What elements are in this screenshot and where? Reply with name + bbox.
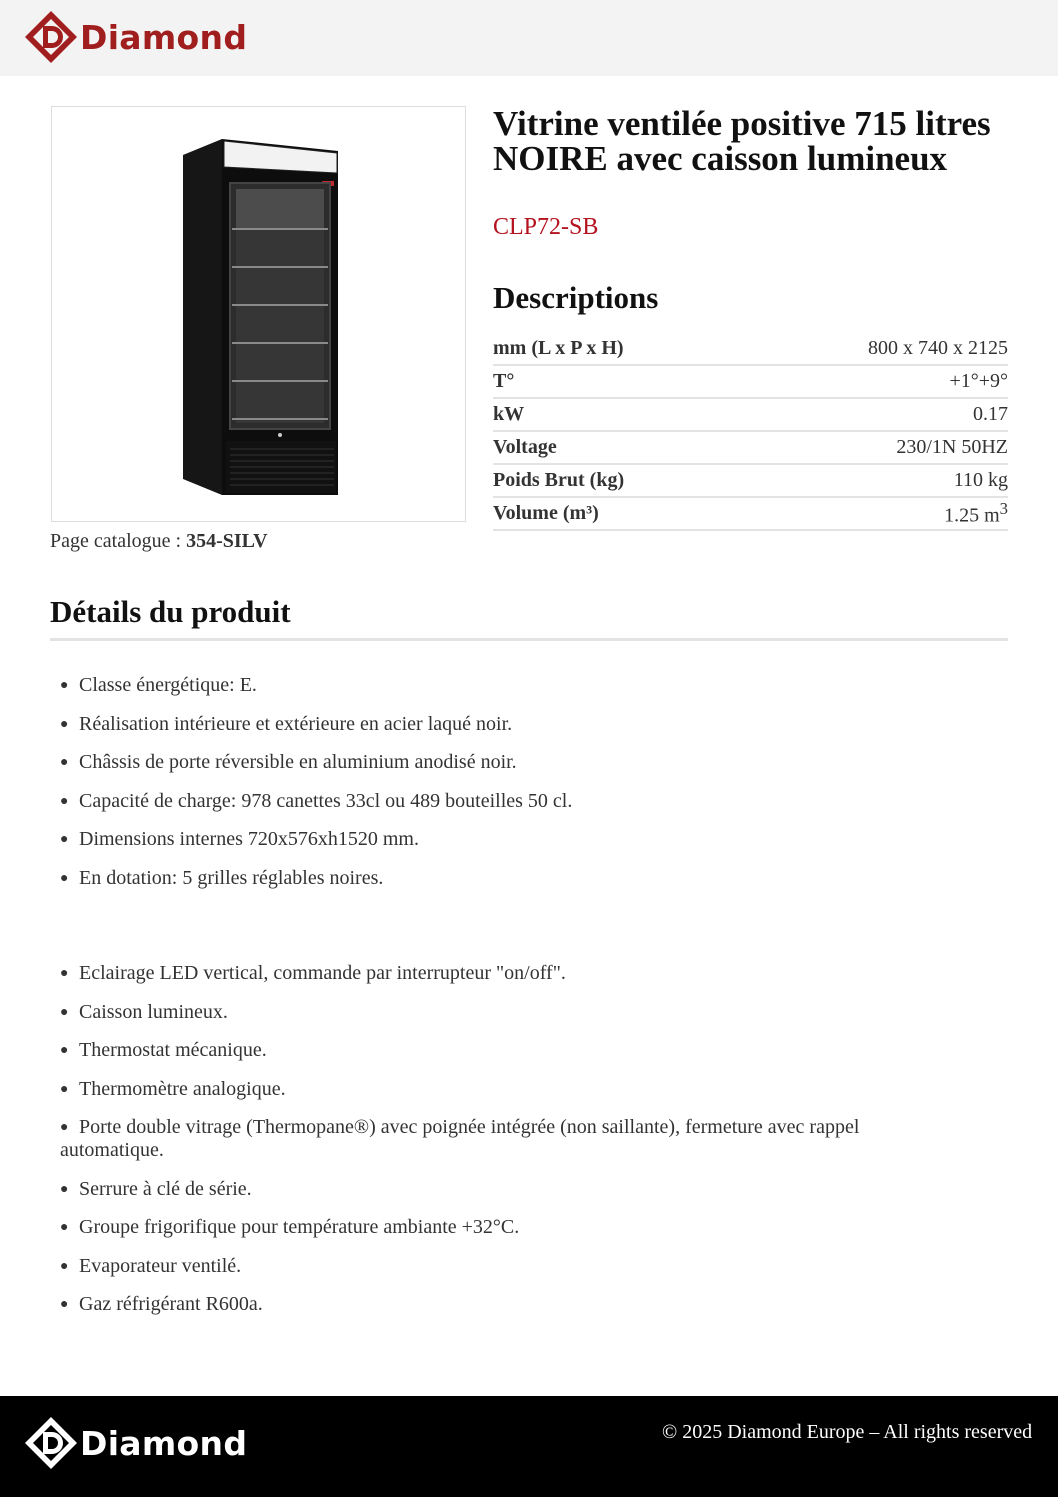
list-item-text: Evaporateur ventilé. xyxy=(79,1254,242,1277)
diamond-logo-icon xyxy=(24,10,78,64)
list-item-text: Classe énergétique: E. xyxy=(79,674,257,696)
list-item-text: Porte double vitrage (Thermopane®) avec poignée intégrée (non saillante), fermeture avec rappel automatique. xyxy=(60,1116,860,1161)
bullet-icon: ● xyxy=(60,716,69,732)
spec-key: Voltage xyxy=(493,436,557,458)
spec-row-power xyxy=(493,399,1008,432)
bullet-icon: ● xyxy=(60,966,69,981)
refrigerator-illustration xyxy=(52,107,465,521)
bullet-icon: ● xyxy=(60,1297,69,1312)
list-item xyxy=(60,1293,960,1316)
spec-value xyxy=(944,499,1008,528)
spec-key: mm (L x P x H) xyxy=(493,337,624,359)
list-item xyxy=(60,674,960,697)
bullet-icon: ● xyxy=(60,1120,69,1135)
details-heading: Détails du produit xyxy=(50,594,291,629)
catalogue-page xyxy=(50,530,268,553)
list-item xyxy=(60,1039,960,1062)
list-item-text: Châssis de porte réversible en aluminium anodisé noir. xyxy=(79,751,517,773)
list-item xyxy=(60,1078,960,1101)
list-item xyxy=(60,867,960,890)
list-item xyxy=(60,1116,960,1162)
page-footer xyxy=(0,1396,1058,1497)
details-list-primary xyxy=(60,674,960,905)
product-title: Vitrine ventilée positive 715 litres NOIRE avec caisson lumineux xyxy=(493,104,991,178)
list-item-text: Thermostat mécanique. xyxy=(79,1039,267,1061)
list-item-text: Dimensions internes 720x576xh1520 mm. xyxy=(79,828,419,850)
bullet-icon: ● xyxy=(60,1220,69,1235)
spec-key: Poids Brut (kg) xyxy=(493,469,625,491)
list-item-text: Capacité de charge: 978 canettes 33cl ou 489 bouteilles 50 cl. xyxy=(79,789,573,812)
list-item xyxy=(60,828,960,851)
page-header xyxy=(0,0,1058,76)
spec-key: Volume (m³) xyxy=(493,502,599,524)
spec-row-weight xyxy=(493,465,1008,498)
bullet-icon: ● xyxy=(60,1043,69,1058)
catalogue-label: Page catalogue : xyxy=(50,530,182,552)
spec-key: kW xyxy=(493,403,525,425)
bullet-icon: ● xyxy=(60,1081,69,1097)
list-item xyxy=(60,713,960,736)
spec-value: +1°+9° xyxy=(949,370,1008,392)
spec-row-volume xyxy=(493,498,1008,531)
specs-table xyxy=(493,333,1008,531)
list-item xyxy=(60,751,960,774)
spec-value: 0.17 xyxy=(973,403,1008,425)
catalogue-value: 354-SILV xyxy=(186,530,268,552)
bullet-icon: ● xyxy=(60,870,69,886)
details-divider xyxy=(50,638,1008,641)
list-item-text: Groupe frigorifique pour température ambiante +32°C. xyxy=(79,1216,520,1238)
product-image xyxy=(51,106,466,522)
product-reference: CLP72-SB xyxy=(493,214,599,240)
list-item-text: En dotation: 5 grilles réglables noires. xyxy=(79,866,384,889)
list-item xyxy=(60,1001,960,1024)
list-item-text: Gaz réfrigérant R600a. xyxy=(79,1293,263,1315)
bullet-icon: ● xyxy=(60,1004,69,1020)
spec-value-exponent: 3 xyxy=(999,499,1008,519)
spec-value: 230/1N 50HZ xyxy=(896,436,1008,458)
header-logo[interactable] xyxy=(24,10,247,64)
footer-logo[interactable] xyxy=(24,1416,247,1470)
list-item xyxy=(60,962,960,985)
spec-key: T° xyxy=(493,370,515,392)
bullet-icon: ● xyxy=(60,1258,69,1274)
spec-row-dimensions xyxy=(493,333,1008,366)
bullet-icon: ● xyxy=(60,793,69,809)
descriptions-heading: Descriptions xyxy=(493,280,659,315)
bullet-icon: ● xyxy=(60,1181,69,1197)
spec-value: 800 x 740 x 2125 xyxy=(868,337,1008,359)
spec-row-temperature xyxy=(493,366,1008,399)
brand-name: Diamond xyxy=(80,17,248,57)
list-item-text: Caisson lumineux. xyxy=(79,1000,228,1023)
copyright-text: © 2025 Diamond Europe – All rights reserved xyxy=(662,1421,1033,1443)
spec-value-main: 1.25 m xyxy=(944,504,1000,527)
details-list-secondary xyxy=(60,962,960,1332)
list-item-text: Eclairage LED vertical, commande par interrupteur "on/off". xyxy=(79,962,566,984)
list-item-text: Réalisation intérieure et extérieure en acier laqué noir. xyxy=(79,712,513,735)
spec-row-voltage xyxy=(493,432,1008,465)
diamond-logo-icon xyxy=(24,1416,78,1470)
spec-value: 110 kg xyxy=(953,469,1008,491)
list-item xyxy=(60,1216,960,1239)
list-item-text: Serrure à clé de série. xyxy=(79,1177,252,1200)
list-item xyxy=(60,1255,960,1278)
bullet-icon: ● xyxy=(60,678,69,693)
list-item xyxy=(60,790,960,813)
list-item xyxy=(60,1178,960,1201)
footer-brand-name: Diamond xyxy=(80,1423,248,1463)
bullet-icon: ● xyxy=(60,832,69,847)
list-item-text: Thermomètre analogique. xyxy=(79,1077,286,1100)
bullet-icon: ● xyxy=(60,755,69,770)
